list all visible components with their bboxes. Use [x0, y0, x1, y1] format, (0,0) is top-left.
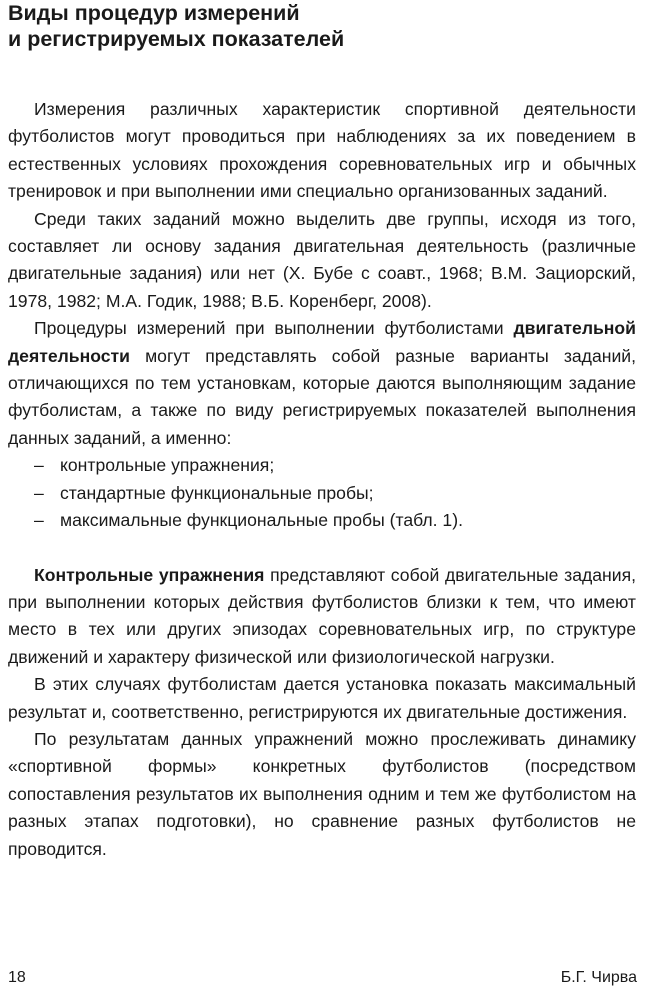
paragraph-3-lead: Процедуры измерений при выполнении футболистами: [34, 318, 514, 339]
list-item: [8, 480, 636, 507]
title-line-1: Виды процедур измерений: [8, 1, 300, 25]
list-item: [8, 452, 636, 479]
section-title: [8, 0, 608, 52]
body-text: [8, 96, 636, 863]
paragraph-1: Измерения различных характеристик спортивной деятельности футболистов могут проводиться при наблюдениях за их поведением в естественных условиях прохождения соревновательных игр и обычных тренировок и при выполнении ими специально организованных заданий.: [8, 99, 636, 202]
list-dash: –: [34, 482, 44, 503]
paragraph-4-rest: представляют собой двигательные задания, при выполнении которых действия футболистов близки к тем, что имеют место в тех или других эпизодах соревновательных игр, по структуре движений и характеру физической или физиологической нагрузки.: [8, 564, 636, 667]
paragraph-3-rest: могут представлять собой разные варианты заданий, отличающихся по тем установкам, которые даются выполняющим задание футболистам, а также по виду регистрируемых показателей выполнения данных заданий, а именно:: [8, 345, 636, 448]
paragraph-5: В этих случаях футболистам дается установка показать максимальный результат и, соответственно, регистрируются их двигательные достижения.: [8, 674, 636, 722]
paragraph-3-bold: двигательной деятельности: [8, 318, 636, 366]
list-dash: –: [34, 510, 44, 531]
list-item-text: максимальные функциональные пробы (табл. 1).: [60, 510, 463, 531]
list-item: [8, 507, 636, 534]
paragraph-gap: [8, 535, 636, 562]
paragraph-2: Среди таких заданий можно выделить две группы, исходя из того, составляет ли основу задания двигательная деятельность (различные двигательные задания) или нет (Х. Бубе с соавт., 1968; В.М. Зациорский, 1978, 1982; М.А. Годик, 1988; В.Б. Коренберг, 2008).: [8, 208, 636, 311]
title-line-2: и регистрируемых показателей: [8, 27, 345, 51]
paragraph-4-bold: Контрольные упражнения: [34, 564, 265, 585]
paragraph-4: [8, 562, 636, 672]
paragraph-6: По результатам данных упражнений можно прослеживать динамику «спортивной формы» конкретных футболистов (посредством сопоставления результатов их выполнения одним и тем же футболистом на разных этапах подготовки), но сравнение разных футболистов не проводится.: [8, 728, 636, 859]
page-number: 18: [8, 969, 26, 986]
list-item-text: стандартные функциональные пробы;: [60, 482, 374, 503]
paragraph-3: [8, 315, 636, 452]
procedure-list: [8, 452, 636, 534]
list-item-text: контрольные упражнения;: [60, 455, 275, 476]
author-name: Б.Г. Чирва: [560, 969, 637, 986]
list-dash: –: [34, 455, 44, 476]
